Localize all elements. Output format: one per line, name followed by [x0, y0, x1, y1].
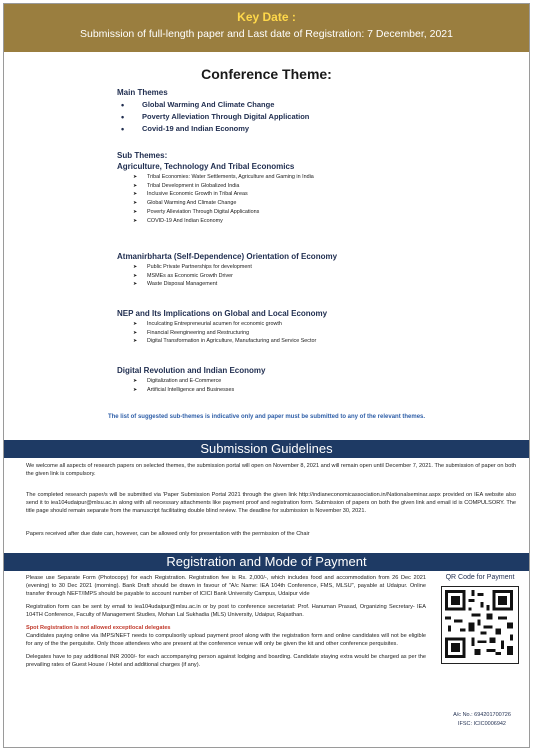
main-themes-heading: Main Themes — [117, 88, 168, 97]
sub-themes-heading: Sub Themes: — [117, 151, 168, 160]
sub-theme-item: ➤ Poverty Alleviation Through Digital Applications — [117, 208, 314, 217]
sub-theme-item: ➤ Digital Transformation in Agriculture, Manufacturing and Service Sector — [117, 337, 327, 346]
main-themes-list — [117, 99, 309, 135]
qr-label: QR Code for Payment — [445, 574, 515, 581]
bank-account-info — [436, 711, 528, 729]
sub-theme-group — [117, 252, 337, 289]
sub-themes-section — [117, 151, 314, 225]
sub-theme-item: ➤ Tribal Economies: Water Settlements, Agriculture and Gaming in India — [117, 173, 314, 182]
main-theme-item: • Global Warming And Climate Change — [117, 99, 309, 111]
registration-paragraph: Please use Separate Form (Photocopy) for each Registration. Registration fee is Rs. 2,000/-, which includes food and accommodation from 26 Dec 2021 (evening) to 30 Dec 2021 (morning). Bank Draft should be drawn in favour of "A/c Name: IEA 104th Conference, FMS, MLSU", payable at Udaipur. Online transfer through NEFT/IMPS should be payable to account number of ICICI Bank University Campus, Udaipur vide — [26, 575, 426, 597]
sub-theme-item: ➤ Financial Reengineering and Restructuring — [117, 329, 327, 338]
submission-paragraph: The completed research paper/s will be submitted via 'Paper Submission Portal 2021 through the given link http://indianeconomicassociation.in/Nationalseminar.aspx provided on IEA website also send it to iea104udaipur@mlsu.ac.in along with all necessary attachments like payment proof and registration form. Submission of papers on both the given link and email id is COMPULSORY. The title page should remain separate from the manuscript facilitating double blind review. The deadline for submission is November 30, 2021. — [26, 492, 516, 514]
ifsc-code: IFSC: ICIC0006942 — [458, 721, 506, 727]
sub-theme-group — [117, 309, 327, 346]
sub-theme-group-title: Agriculture, Technology And Tribal Economics — [117, 162, 295, 171]
sub-theme-item: ➤ Inculcating Entrepreneurial acumen for economic growth — [117, 320, 327, 329]
key-date-label: Key Date : — [237, 10, 296, 24]
sub-theme-group-title: Digital Revolution and Indian Economy — [117, 366, 266, 375]
sub-theme-note: The list of suggested sub-themes is indicative only and paper must be submitted to any of the relevant themes. — [107, 414, 426, 420]
sub-theme-item: ➤ Tribal Development in Globalized India — [117, 182, 314, 191]
main-theme-item: • Poverty Alleviation Through Digital Application — [117, 111, 309, 123]
sub-theme-list — [117, 263, 337, 289]
sub-theme-group-title: Atmanirbharta (Self-Dependence) Orientation of Economy — [117, 252, 338, 261]
sub-theme-list — [117, 173, 314, 225]
main-themes-section — [117, 88, 309, 135]
sub-theme-list — [117, 377, 265, 394]
registration-paragraph: Candidates paying online via IMPS/NEFT needs to compulsorily upload payment proof along with the registration form and online candidates will not be eligible for any of the the perquisite. Only those attendees who are present at the conference venue will only be given the kit and other conference perquisites. — [26, 633, 426, 647]
main-theme-item: • Covid-19 and Indian Economy — [117, 123, 309, 135]
registration-paragraph: Delegates have to pay additional INR 2000/- for each accompanying person against lodging and boarding. Candidate staying extra would be charged as per the prevailing rates of Guest House / Hotel and additional charges (if any). — [26, 654, 426, 668]
sub-theme-list — [117, 320, 327, 346]
sub-theme-item: ➤ Global Warming And Climate Change — [117, 199, 314, 208]
qr-code-icon — [442, 587, 516, 661]
sub-theme-item: ➤ Artificial Intelligence and Businesses — [117, 386, 265, 395]
sub-theme-item: ➤ COVID-19 And Indian Economy — [117, 217, 314, 226]
sub-theme-item: ➤ Inclusive Economic Growth in Tribal Areas — [117, 190, 314, 199]
sub-theme-group — [117, 366, 265, 394]
conference-theme-title: Conference Theme: — [201, 66, 332, 82]
registration-text — [26, 574, 426, 674]
account-number: A/c No.: 694201700726 — [453, 712, 511, 718]
submission-guidelines-banner: Submission Guidelines — [4, 440, 529, 458]
sub-theme-item: ➤ Digitalization and E-Commerce — [117, 377, 265, 386]
key-date-banner — [4, 4, 529, 52]
submission-paragraph: We welcome all aspects of research papers on selected themes, the submission portal will open on November 8, 2021 and will remain open until December 7, 2021. The submission of paper on both the given link is compulsory. — [26, 463, 516, 477]
registration-paragraph: Registration form can be sent by email to iea104udaipur@mlsu.ac.in or by post to conference secretariat: Prof. Hanuman Prasad, Organizing Secretary- IEA 104TH Conference, Faculty of Management Studies, Mohan Lal Sukhadia (MLS) University, Udaipur, Rajasthan. — [26, 604, 426, 618]
sub-theme-item: ➤ Waste Disposal Management — [117, 280, 337, 289]
sub-theme-item: ➤ MSMEs as Economic Growth Driver — [117, 272, 337, 281]
payment-qr-code — [441, 586, 519, 664]
key-date-text: Submission of full-length paper and Last date of Registration: 7 December, 2021 — [80, 28, 453, 40]
submission-paragraph: Papers received after due date can, however, can be allowed only for presentation with the permission of the Chair — [26, 531, 310, 537]
registration-banner: Registration and Mode of Payment — [4, 553, 529, 571]
sub-theme-group-title: NEP and Its Implications on Global and Local Economy — [117, 309, 328, 318]
spot-registration-notice: Spot Registration is not allowed exceptlocal delegates — [26, 625, 171, 631]
sub-theme-item: ➤ Public Private Partnerships for development — [117, 263, 337, 272]
flyer-page — [3, 3, 530, 748]
